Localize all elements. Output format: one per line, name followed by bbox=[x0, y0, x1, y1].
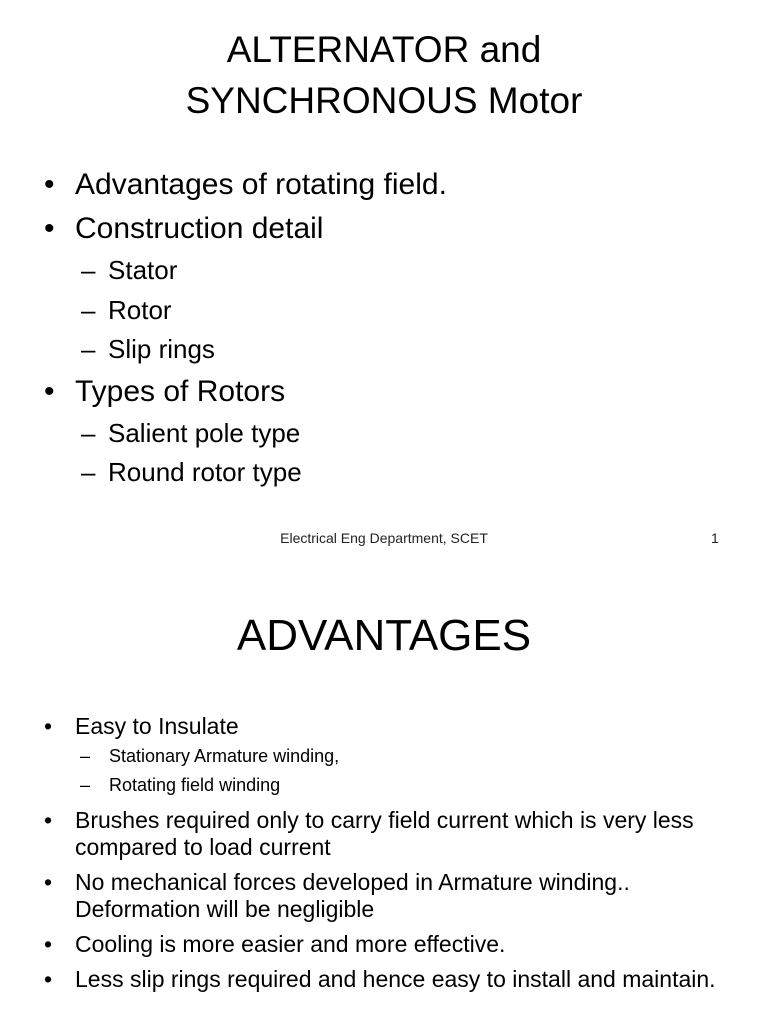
slide1-subitem bbox=[44, 414, 744, 454]
slide1-sublist bbox=[44, 414, 744, 493]
dash-icon: – bbox=[81, 334, 96, 364]
slide1-bullet-text: Advantages of rotating field. bbox=[75, 168, 447, 201]
slide2-sublist-wrapper bbox=[44, 742, 744, 800]
slide1-sublist bbox=[44, 251, 744, 370]
slide1-subitem-text: Round rotor type bbox=[108, 457, 302, 487]
slide2-bullet-item bbox=[44, 713, 744, 740]
dash-icon: – bbox=[81, 294, 96, 325]
dash-icon: – bbox=[81, 417, 96, 448]
dash-icon: – bbox=[81, 255, 96, 285]
slide1-subitem bbox=[44, 291, 744, 331]
slide1-subitem-text: Slip rings bbox=[108, 334, 215, 364]
slide2-bullet-item bbox=[44, 931, 744, 958]
bullet-icon: • bbox=[44, 374, 55, 408]
dash-icon: – bbox=[80, 775, 91, 795]
slide1-title bbox=[0, 24, 768, 126]
slide1-bullet-text: Construction detail bbox=[75, 212, 324, 245]
slide1-title-line2: SYNCHRONOUS Motor bbox=[185, 80, 583, 121]
slide1-bullet-text: Types of Rotors bbox=[75, 374, 286, 408]
bullet-icon: • bbox=[44, 212, 55, 245]
bullet-icon: • bbox=[44, 931, 53, 957]
slide1-subitem-text: Salient pole type bbox=[108, 417, 301, 448]
bullet-icon: • bbox=[44, 966, 53, 992]
slide1-title-line1: ALTERNATOR and bbox=[226, 29, 542, 70]
slide2-bullet-text: Less slip rings required and hence easy to install and maintain. bbox=[75, 966, 716, 992]
slide2-bullet-item bbox=[44, 966, 744, 993]
bullet-icon: • bbox=[44, 869, 53, 895]
slide1-subitem-text: Stator bbox=[108, 255, 178, 285]
dash-icon: – bbox=[80, 746, 91, 766]
slide1-bullet-item bbox=[44, 163, 744, 207]
slide1-bullet-item bbox=[44, 370, 744, 414]
slide2-bullet-text: Brushes required only to carry field current which is very less compared to load current bbox=[75, 807, 694, 860]
slide1-subitem bbox=[44, 330, 744, 370]
slide1-subitem-text: Rotor bbox=[108, 294, 172, 325]
slide1-bullet-item bbox=[44, 207, 744, 251]
slide2-bullet-item bbox=[44, 807, 744, 861]
slide1-page-number: 1 bbox=[711, 530, 719, 546]
slide1-bullet-list bbox=[44, 163, 744, 493]
slide2-subitem bbox=[44, 742, 744, 771]
slide1-sublist-wrapper bbox=[44, 414, 744, 493]
slide2-bullet-list bbox=[44, 713, 744, 1001]
slide1-sublist-wrapper bbox=[44, 251, 744, 370]
slide2-bullet-text: Easy to Insulate bbox=[75, 713, 239, 739]
slide1-subitem bbox=[44, 453, 744, 493]
slide1-subitem bbox=[44, 251, 744, 291]
bullet-icon: • bbox=[44, 168, 55, 201]
slide1-footer: Electrical Eng Department, SCET bbox=[280, 530, 488, 546]
slide2-bullet-text: No mechanical forces developed in Armature winding.. Deformation will be negligible bbox=[75, 869, 630, 922]
slide2-bullet-item bbox=[44, 869, 744, 923]
slide2-sublist bbox=[44, 742, 744, 800]
dash-icon: – bbox=[81, 457, 96, 487]
bullet-icon: • bbox=[44, 713, 53, 739]
slide2-subitem-text: Rotating field winding bbox=[109, 775, 281, 795]
slide2-subitem bbox=[44, 771, 744, 800]
slide2-subitem-text: Stationary Armature winding, bbox=[109, 746, 340, 766]
slide2-bullet-text: Cooling is more easier and more effective. bbox=[75, 931, 506, 957]
slide2-title: ADVANTAGES bbox=[236, 611, 532, 660]
bullet-icon: • bbox=[44, 807, 53, 833]
